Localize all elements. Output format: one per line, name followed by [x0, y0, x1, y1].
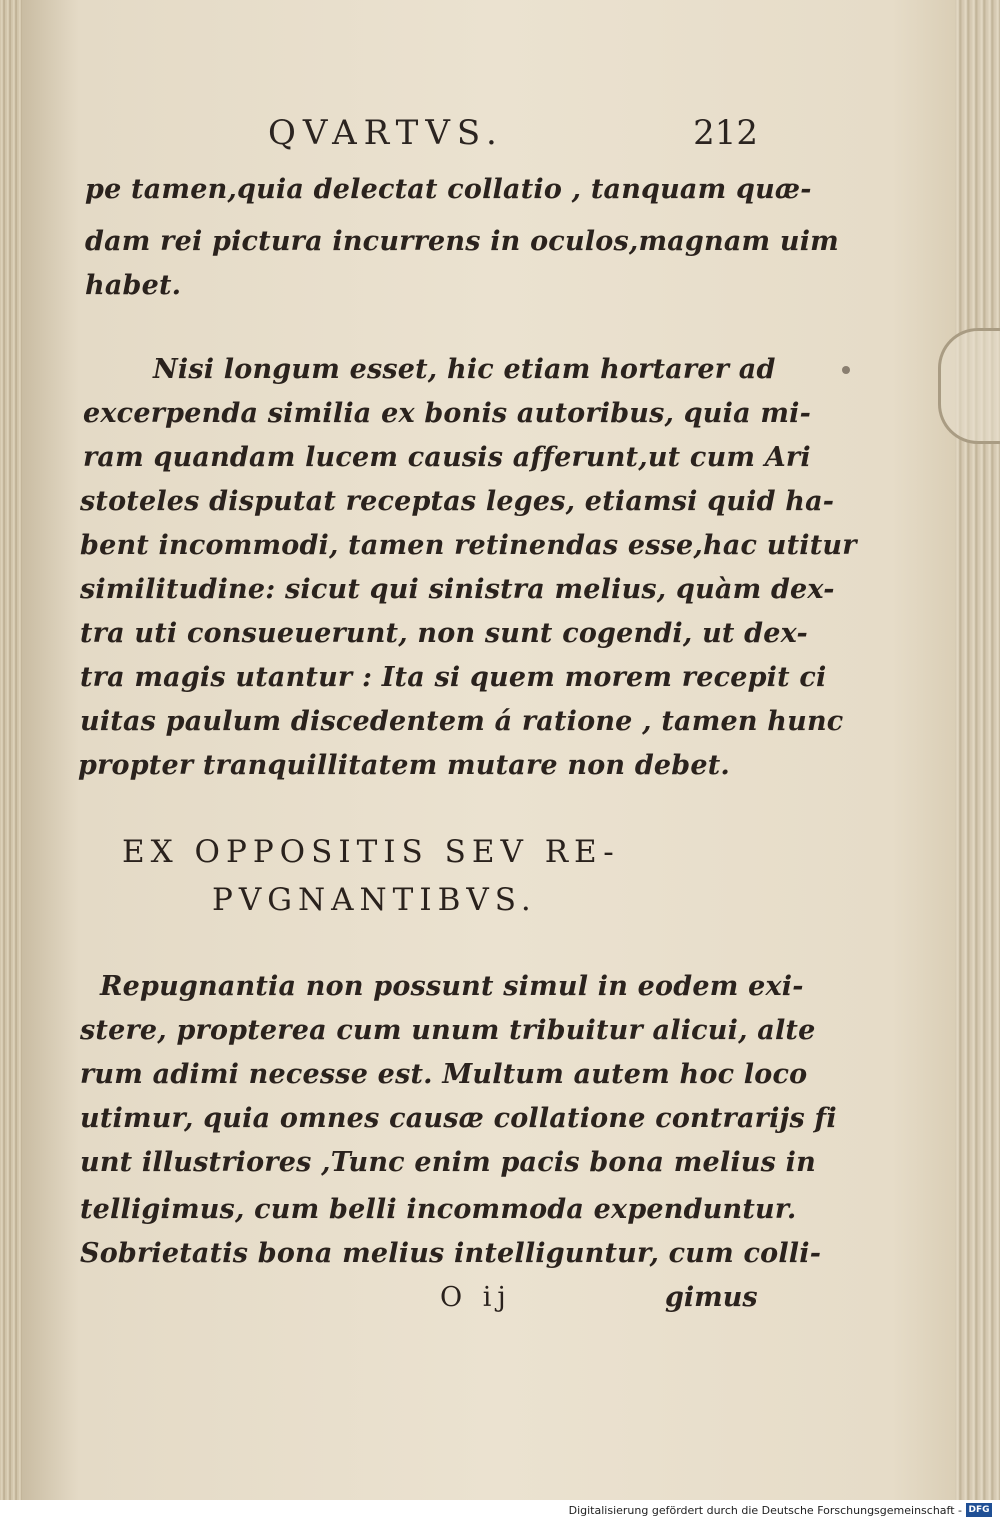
text-line: tra magis utantur : Ita si quem morem recepit ci [80, 662, 827, 693]
paper-spot [842, 366, 850, 374]
text-line: bent incommodi, tamen retinendas esse,hac utitur [80, 530, 857, 561]
text-line: stere, propterea cum unum tribuitur alicui, alte [80, 1015, 816, 1046]
text-line: tra uti consueuerunt, non sunt cogendi, ut dex- [80, 618, 808, 649]
text-line: telligimus, cum belli incommoda expenduntur. [80, 1194, 797, 1225]
text-line: dam rei pictura incurrens in oculos,magnam uim [85, 226, 839, 257]
text-line: Repugnantia non possunt simul in eodem exi- [100, 971, 804, 1002]
section-heading: EX OPPOSITIS SEV RE- [122, 834, 620, 870]
text-line: ram quandam lucem causis afferunt,ut cum Ari [83, 442, 811, 473]
funding-credit: Digitalisierung gefördert durch die Deutsche Forschungsgemeinschaft - [568, 1504, 962, 1517]
footer-bar [0, 1500, 1000, 1521]
section-heading: PVGNANTIBVS. [212, 882, 537, 918]
right-page-edges [955, 0, 1000, 1500]
dfg-logo: DFG [966, 1503, 992, 1517]
text-line: unt illustriores ,Tunc enim pacis bona melius in [80, 1147, 816, 1178]
page-clip [938, 328, 1000, 444]
running-head: QVARTVS. [268, 113, 504, 153]
text-line: uitas paulum discedentem á ratione , tamen hunc [80, 706, 844, 737]
text-line: stoteles disputat receptas leges, etiamsi quid ha- [80, 486, 835, 517]
text-line: propter tranquillitatem mutare non debet. [78, 750, 731, 781]
text-line: Nisi longum esset, hic etiam hortarer ad [153, 354, 776, 385]
signature-mark: O ij [440, 1282, 512, 1313]
text-line: similitudine: sicut qui sinistra melius, quàm dex- [80, 574, 835, 605]
text-line: habet. [85, 270, 182, 301]
page-number: 212 [693, 113, 758, 153]
text-line: rum adimi necesse est. Multum autem hoc loco [80, 1059, 808, 1090]
text-line: pe tamen,quia delectat collatio , tanquam quæ- [85, 174, 812, 205]
text-line: utimur, quia omnes causæ collatione contrarijs fi [80, 1103, 837, 1134]
catchword: gimus [665, 1282, 758, 1313]
text-line: Sobrietatis bona melius intelliguntur, cum colli- [80, 1238, 822, 1269]
left-page-edges [0, 0, 22, 1500]
page-header [268, 108, 758, 158]
text-line: excerpenda similia ex bonis autoribus, quia mi- [83, 398, 812, 429]
